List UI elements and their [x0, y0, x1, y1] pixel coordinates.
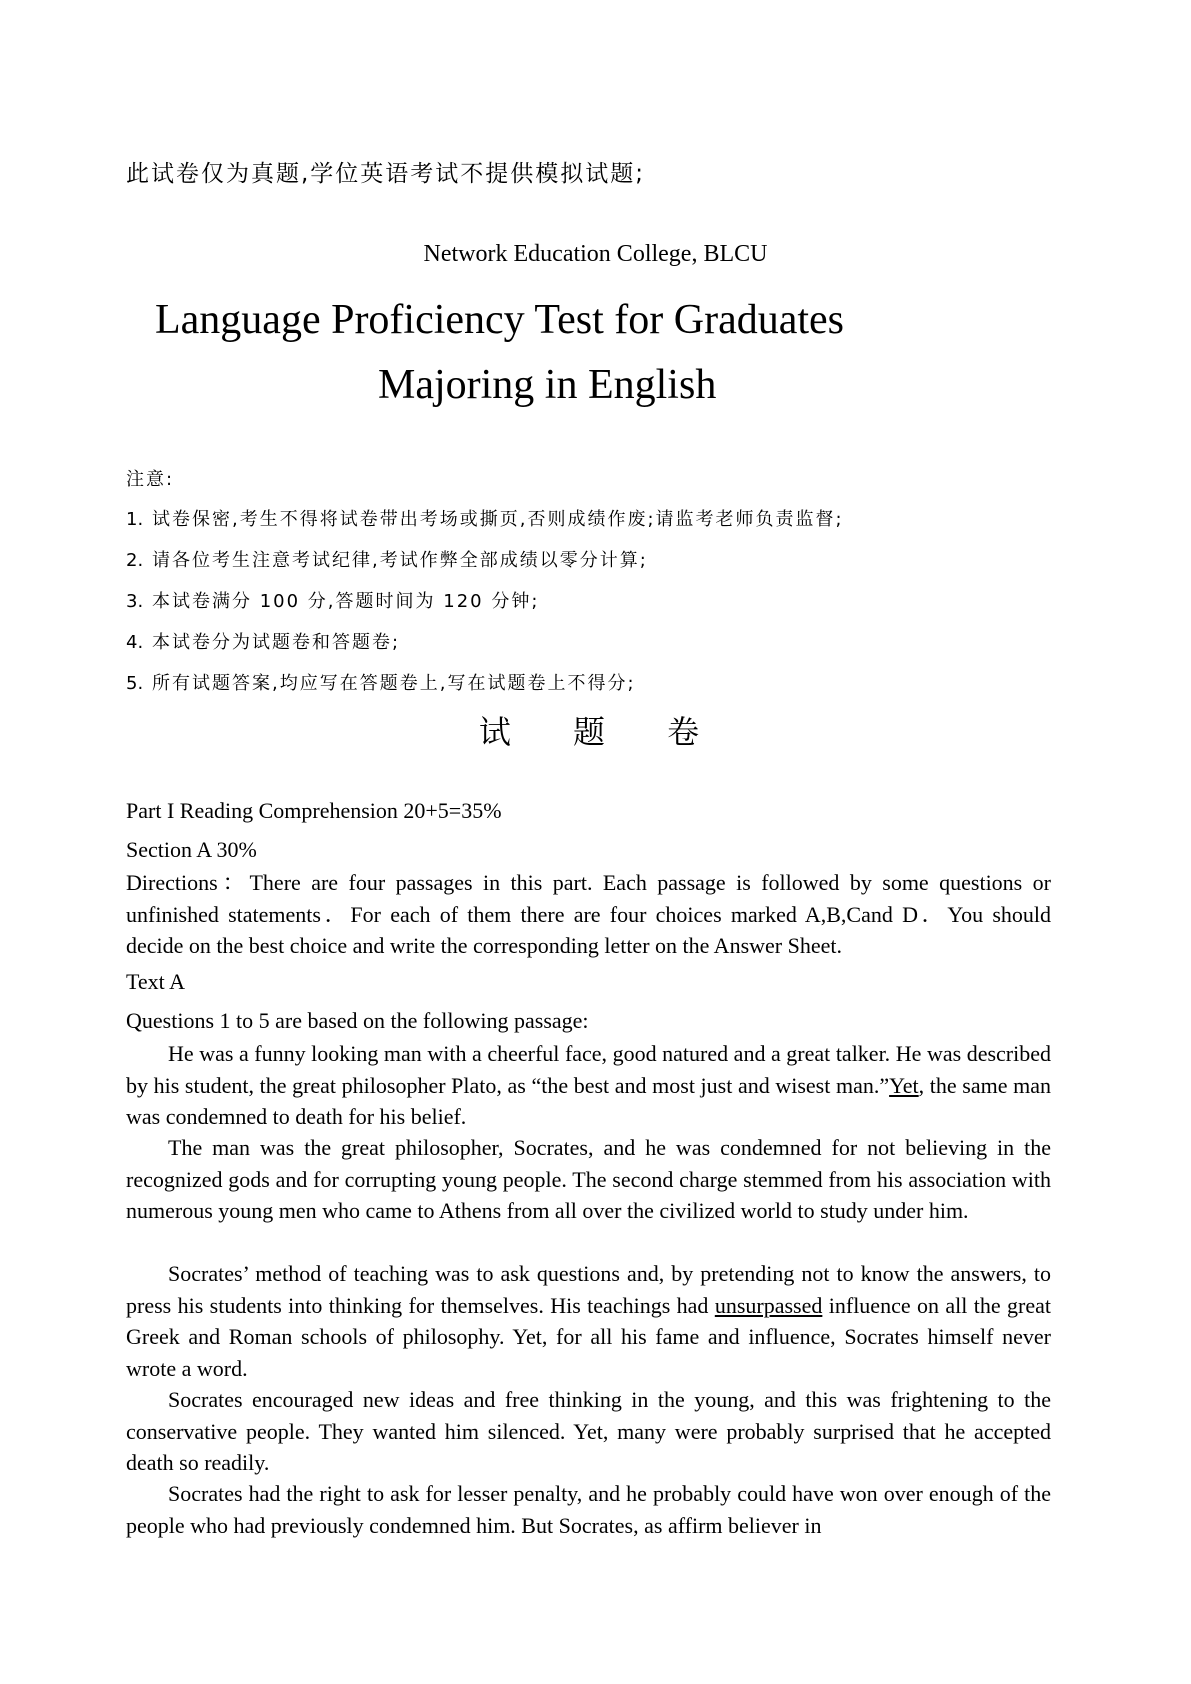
underlined-word: unsurpassed — [714, 1292, 823, 1318]
directions-text: Directions：There are four passages in this part. Each passage is followed by some questions or unfinished statements．For each of them there are four choices marked A,B,Cand D．You should decide on the best choice and write the corresponding letter on the Answer Sheet. — [126, 870, 1051, 958]
disclaimer-note: 此试卷仅为真题,学位英语考试不提供模拟试题; — [126, 161, 646, 187]
paper-title: 试 题 卷 — [478, 713, 726, 751]
notice-item — [126, 669, 636, 695]
notice-item-text: 请各位考生注意考试纪律,考试作弊全部成绩以零分计算; — [152, 550, 648, 571]
passage-text: Socrates’ method of teaching was to ask questions and, by pretending not to know the answers, to press his students into thinking for themselves. His teachings had — [126, 1261, 1051, 1318]
notice-item — [126, 628, 400, 654]
notice-item — [126, 505, 844, 531]
notice-item — [126, 587, 539, 613]
notice-item — [126, 546, 648, 572]
notice-item-number: 5. — [126, 673, 144, 694]
text-label: Text A — [126, 969, 185, 994]
questions-intro: Questions 1 to 5 are based on the following passage: — [126, 1008, 589, 1033]
notice-item-text: 本试卷满分 100 分,答题时间为 120 分钟; — [152, 591, 540, 612]
section-title: Section A 30% — [126, 837, 257, 862]
passage-text: influence on all the great Greek and Roman schools of philosophy. Yet, for all his fame and influence, Socrates himself never wrote a word. — [126, 1292, 1052, 1381]
college-name: Network Education College, BLCU — [423, 241, 768, 267]
exam-title-line2: Majoring in English — [378, 362, 717, 408]
passage-paragraph-2: The man was the great philosopher, Socrates, and he was condemned for not believing in the recognized gods and for corrupting young people. The second charge stemmed from his association with numerous young men who came to Athens from all over the civilized world to study under him. — [126, 1135, 1051, 1223]
underlined-word: Yet — [889, 1072, 919, 1098]
part-title: Part I Reading Comprehension 20+5=35% — [126, 798, 502, 823]
passage-paragraph-1 — [126, 1038, 1051, 1133]
notice-item-text: 试卷保密,考生不得将试卷带出考场或撕页,否则成绩作废;请监考老师负责监督; — [152, 509, 844, 530]
notice-item-number: 3. — [126, 591, 144, 612]
notice-item-number: 2. — [126, 550, 144, 571]
passage-paragraph-4: Socrates encouraged new ideas and free thinking in the young, and this was frightening to the conservative people. They wanted him silenced. Yet, many were probably surprised that he accepted death so readily. — [126, 1387, 1051, 1475]
passage-text: , the same man was condemned to death for his belief. — [126, 1072, 1051, 1129]
notice-item-text: 本试卷分为试题卷和答题卷; — [152, 632, 401, 653]
notice-item-number: 1. — [126, 509, 144, 530]
passage-paragraph-5: Socrates had the right to ask for lesser penalty, and he probably could have won over enough of the people who had previously condemned him. But Socrates, as affirm believer in — [126, 1481, 1051, 1538]
exam-title-line1: Language Proficiency Test for Graduates — [155, 297, 845, 343]
notice-item-number: 4. — [126, 632, 144, 653]
passage-text: He was a funny looking man with a cheerful face, good natured and a great talker. He was described by his student, the great philosopher Plato, as “the best and most just and wisest man.” — [126, 1041, 1051, 1098]
notice-heading: 注意: — [126, 469, 175, 490]
passage-paragraph-3 — [126, 1258, 1051, 1384]
notice-item-text: 所有试题答案,均应写在答题卷上,写在试题卷上不得分; — [152, 673, 636, 694]
